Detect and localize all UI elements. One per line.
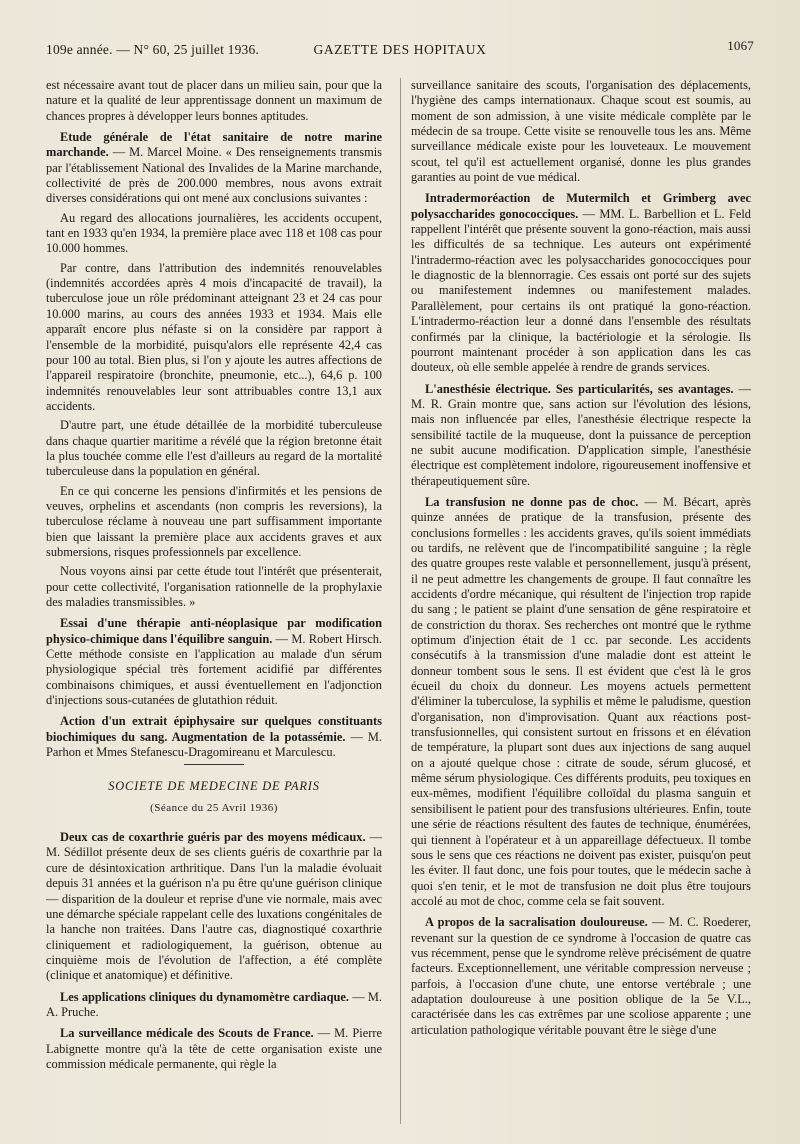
paragraph: D'autre part, une étude détaillée de la morbidité tuberculeuse dans chaque quartier maritime a révélé que la région bretonne était la plus touchée comme elle l'est d'ailleurs au regard de la mortalité tuberculeuse dans la population en général. [46, 418, 382, 479]
journal-title: GAZETTE DES HOPITAUX [313, 42, 487, 57]
society-heading: SOCIETE DE MEDECINE DE PARIS [108, 779, 320, 794]
article-text: — M. Sédillot présente deux de ses clients guéris de coxarthrie par la cure de désintoxication arthritique. Dans l'un la maladie évoluait depuis 31 années et la guérison n'a pu être qu'une guérison clinique — disparition de la douleur et reprise d'une vie normale, mais avec une démarche spéciale rappelant celle des luxations congénitales de la hanche non traitées. Dans l'autre cas, diagnostiqué coxarthrie cliniquement et radiologiquement, la guérison, obtenue au cinquième mois de l'évolution de l'affection, a été complète (clinique et anatomique) et définitive. [46, 830, 382, 983]
article-title: La surveillance médicale des Scouts de France. [60, 1026, 314, 1041]
left-column [46, 78, 382, 1076]
article-title: L'anesthésie électrique. Ses particularités, ses avantages. [425, 381, 734, 396]
seance-date: (Séance du 25 Avril 1936) [150, 801, 278, 814]
right-column [411, 78, 751, 1042]
article-transfusion [411, 495, 751, 909]
article-text: — M. Pierre Labignette montre qu'à la tête de cette organisation existe une commission médicale permanente, qui règle la [46, 1026, 382, 1071]
article-intradermoreaction [411, 191, 751, 375]
article-title: A propos de la sacralisation douloureuse. [425, 915, 648, 930]
paragraph: est nécessaire avant tout de placer dans un milieu sain, pour que la nature et la qualité de leur apprentissage donnent un maximum de chances propres à développer leurs bonnes aptitudes. [46, 78, 382, 123]
article-text: — MM. L. Barbellion et L. Feld rappellent l'intérêt que présente souvent la gono-réaction, mais aussi les difficultés de sa technique. Les auteurs ont expérimenté l'intradermo-réaction avec les polysaccharides gonococciques pour le diagnostic de la blennorragie. Ces essais ont porté sur des sujets ou manifestement indemnes ou manifestement malades. Parallèlement, pour certains ils ont pratiqué la gono-réaction. L'intradermo-réaction leur a donné dans l'ensemble des résultats confirmés par la clinique, la bactériologie et la sérologie. Ils pourront maintenant procéder à son application dans les cas douteux, où elle semble appelée à rendre de grands services. [411, 206, 751, 375]
article-title: Etude générale de l'état sanitaire de notre marine marchande. [46, 130, 382, 160]
article-text: — M. Robert Hirsch. Cette méthode consiste en l'application au malade d'un sérum physiologique spécial très fortement acidifié par différentes combinaisons chimiques, et aussi éventuellement en l'adjonction d'injections sous-cutanées de glutathion réduit. [46, 631, 382, 708]
paragraph: Au regard des allocations journalières, les accidents occupent, tant en 1933 qu'en 1934, la première place avec 118 et 108 cas pour 10.000 hommes. [46, 210, 382, 256]
article-sacralisation [411, 915, 751, 1038]
article-title: Action d'un extrait épiphysaire sur quelques constituants biochimiques du sang. Augmentation de la potassémie. [46, 714, 382, 744]
article-marine-marchande [46, 130, 382, 207]
separator-rule [184, 764, 244, 765]
article-therapie-anti-neoplasique [46, 616, 382, 708]
article-anesthesie-electrique [411, 382, 751, 489]
article-text: — M. R. Grain montre que, sans action sur l'évolution des lésions, mais non influencée par elles, l'anesthésie électrique respecte la sensibilité tactile de la muqueuse, dont la puissance de perception ne subit aucune modification. D'application simple, l'anesthésie électrique est complètement indolore, rigoureusement inoffensive et thérapeutiquement sûre. [411, 381, 751, 488]
paragraph: En ce qui concerne les pensions d'infirmités et les pensions de veuves, orphelins et ascendants (non compris les reversions), la tuberculose réclame à nouveau une part suffisamment importante bien que laissant la première place aux accidents graves et aux submersions, risques professionnels par excellence. [46, 483, 382, 559]
article-title: Les applications cliniques du dynamomètre cardiaque. [60, 989, 349, 1004]
article-text: — M. A. Pruche. [46, 989, 383, 1019]
article-title: Essai d'une thérapie anti-néoplasique par modification physico-chimique dans l'équilibre sanguin. [46, 616, 382, 646]
article-scouts [46, 1026, 382, 1072]
article-coxarthrie [46, 830, 382, 983]
page-number: 1067 [727, 38, 754, 53]
article-text: — M. Marcel Moine. « Des renseignements transmis par l'établissement National des Invalides de la Marine marchande, collectivité de près de 200.000 membres, nous avons extrait diverses considérations qui ont mené aux conclusions suivantes : [46, 145, 382, 206]
article-extrait-epiphysaire [46, 714, 382, 760]
article-text: — M. C. Roederer, revenant sur la question de ce syndrome à l'occasion de quatre cas vus récemment, pense que le syndrome relève précisément de quatre facteurs. Exceptionnellement, une véritable compression nerveuse ; parfois, à l'occasion d'une chute, une entorse vertébrale ; une adaptation douloureuse à une position oblique de la 5e V.L., caractérisée dans les cas extrêmes par une scoliose apparente ; une articulation pathologique véritable pouvant être le siège d'une [411, 915, 751, 1037]
article-text: — M. Parhon et Mmes Stefanescu-Dragomireanu et Marculescu. [46, 729, 383, 760]
article-title: La transfusion ne donne pas de choc. [425, 494, 639, 509]
page-header [46, 38, 754, 62]
paragraph: Nous voyons ainsi par cette étude tout l'intérêt que présenterait, pour cette collectivité, l'organisation rationnelle de la prophylaxie des maladies transmissibles. » [46, 564, 382, 609]
article-text: — M. Bécart, après quinze années de pratique de la transfusion, présente des conclusions formelles : les accidents graves, qu'ils soient immédiats ou tardifs, ne relèvent que de l'incompatibilité sanguine ; la règle des quatre groupes reste valable et personnellement, jusqu'à présent, il ne peut admettre les changements de groupe. Il faut connaître les accidents d'ordre mécanique, qui résultent de l'injection trop rapide du sang ; le patient se plaint d'une sensation de gêne respiratoire et de constriction du thorax. Ses recherches ont montré que le rythme optimum d'injection était de 1 cc. par seconde. Les accidents consécutifs à la transmission d'une maladie dont est atteint le donneur tombent sous le sens. Il est évident que c'est là le gros écueil du choix du donneur. Les moyens actuels permettent d'éliminer la tuberculose, la syphilis et même le paludisme, question d'organisation, non d'improvisation. Quant aux réactions post-transfusionnelles, qui consistent surtout en frissons et en élévation de température, la plupart sont dues aux injections de sang auquel on a ajouté quelque chose : citrate de soude, sérum glucosé, et même sérum physiologique. Ces différents produits, peu toxiques en eux-mêmes, modifient l'équilibre colloïdal du plasma sanguin et sensibilisent le patient pour des transfusions ultérieures. Enfin, toute une série de réactions résultent des fautes de technique, énumérées, qui tiennent à l'opérateur et à un appareillage défectueux. Il tombe sous le sens que ces réactions ne doivent pas exister, puisqu'on peut les éviter. Il faut donc, une fois pour toutes, que le médecin sache à quoi s'en tenir, et le mot de transfusion ne doit plus être toujours accolé au mot de choc, comme cela se fait souvent. [411, 494, 751, 908]
article-title: Deux cas de coxarthrie guéris par des moyens médicaux. [60, 830, 366, 845]
column-divider [400, 78, 401, 1124]
article-dynamometre [46, 990, 382, 1021]
paragraph: surveillance sanitaire des scouts, l'organisation des déplacements, l'hygiène des camps internationaux. Chaque scout est soumis, au moment de son admission, à une visite médicale complète par le médecin de sa troupe. Cette visite se renouvelle tous les ans. Même surveillance médicale existe pour les louveteaux. Le mouvement scout, tel qu'il est actuellement organisé, donne les plus grandes garanties au point de vue médical. [411, 78, 751, 185]
paragraph: Par contre, dans l'attribution des indemnités renouvelables (indemnités accordées après 4 mois d'incapacité de travail), la tuberculose joue un rôle prédominant atteignant 23 et 24 cas pour 10.000 marins, au cours des années 1933 et 1934. Mais elle apparaît encore plus néfaste si on la considère par rapport à l'ensemble de la morbidité, puisqu'alors elle représente 42,4 cas pour 100 au total. Bien plus, si l'on y ajoute les autres affections de l'appareil respiratoire (bronchite, pneumonie, etc...), 64,6 p. 100 indemnités renouvelables leur sont attribuables contre 13,1 aux accidents. [46, 260, 382, 413]
issue-info: 109e année. — N° 60, 25 juillet 1936. [46, 42, 260, 57]
article-title: Intradermoréaction de Mutermilch et Grimberg avec polysaccharides gonococciques. [411, 191, 751, 221]
